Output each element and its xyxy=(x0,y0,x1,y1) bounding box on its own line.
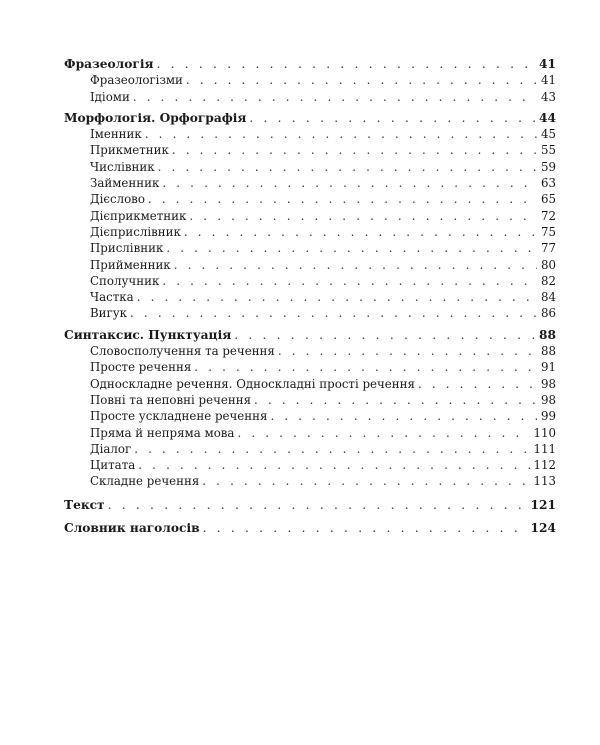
toc-entry xyxy=(64,240,556,256)
toc-entry xyxy=(64,441,556,457)
toc-leader-dots xyxy=(148,191,537,207)
toc-leader-dots xyxy=(237,425,530,441)
toc-page-number: 41 xyxy=(540,73,556,88)
toc-entry-title: Числівник xyxy=(90,159,155,174)
toc-entry-title: Дієслово xyxy=(90,192,145,207)
toc-entry-title: Фразеологія xyxy=(64,57,154,71)
toc-entry-title: Повні та неповні речення xyxy=(90,392,252,407)
toc-page-number: 45 xyxy=(540,127,556,142)
toc-page-number: 55 xyxy=(540,143,556,158)
toc-leader-dots xyxy=(174,257,537,273)
toc-page-number: 43 xyxy=(540,89,556,104)
toc-page-number: 82 xyxy=(540,273,556,288)
toc-page-number: 77 xyxy=(540,241,556,256)
toc-page-number: 44 xyxy=(539,110,556,125)
toc-entry-title: Фразеологізми xyxy=(90,73,183,88)
toc-page-number: 59 xyxy=(540,159,556,174)
toc-entry-title: Морфологія. Орфографія xyxy=(64,110,247,125)
toc-section xyxy=(64,520,556,536)
toc-section xyxy=(64,56,556,72)
toc-entry xyxy=(64,175,556,191)
toc-leader-dots xyxy=(418,376,537,392)
toc-leader-dots xyxy=(189,208,537,224)
toc-section xyxy=(64,110,556,126)
toc-page-number: 86 xyxy=(540,306,556,321)
toc-page-number: 110 xyxy=(533,425,556,440)
toc-page-number: 88 xyxy=(539,327,556,342)
toc-entry-title: Складне речення xyxy=(90,474,200,489)
toc-page-number: 91 xyxy=(540,360,556,375)
toc-entry-title: Іменник xyxy=(90,127,142,142)
toc-entry xyxy=(64,126,556,142)
toc-entry-title: Словник наголосів xyxy=(64,521,200,536)
toc-entry-title: Текст xyxy=(64,497,105,512)
toc-page-number: 113 xyxy=(533,474,556,489)
toc-leader-dots xyxy=(202,473,530,489)
toc-page-number: 88 xyxy=(540,344,556,359)
toc-entry-title: Синтаксис. Пунктуація xyxy=(64,327,232,342)
toc-leader-dots xyxy=(234,327,536,343)
toc-page-number: 72 xyxy=(540,208,556,223)
toc-entry xyxy=(64,224,556,240)
toc-page-number: 65 xyxy=(540,192,556,207)
toc-leader-dots xyxy=(162,175,537,191)
toc-entry-title: Ідіоми xyxy=(90,89,130,104)
toc-page-number: 98 xyxy=(540,376,556,391)
toc-leader-dots xyxy=(184,224,537,240)
toc-entry-title: Дієприкметник xyxy=(90,208,187,223)
toc-page-number: 121 xyxy=(530,497,556,512)
toc-leader-dots xyxy=(194,359,537,375)
toc-section xyxy=(64,497,556,513)
toc-entry-title: Просте речення xyxy=(90,360,192,375)
toc-leader-dots xyxy=(278,343,537,359)
toc-entry-title: Сполучник xyxy=(90,273,160,288)
toc-section xyxy=(64,327,556,343)
toc-entry xyxy=(64,89,556,105)
toc-entry xyxy=(64,142,556,158)
toc-leader-dots xyxy=(270,408,537,424)
toc-leader-dots xyxy=(108,497,528,513)
toc-entry-title: Частка xyxy=(90,290,134,305)
toc-entry xyxy=(64,376,556,392)
toc-leader-dots xyxy=(162,273,537,289)
toc-page-number: 99 xyxy=(540,409,556,424)
toc-entry-title: Прислівник xyxy=(90,241,164,256)
toc-entry xyxy=(64,457,556,473)
toc-leader-dots xyxy=(134,441,530,457)
table-of-contents xyxy=(64,56,556,536)
toc-entry-title: Цитата xyxy=(90,458,136,473)
toc-entry-title: Словосполучення та речення xyxy=(90,344,275,359)
toc-page-number: 63 xyxy=(540,176,556,191)
toc-entry-title: Односкладне речення. Односкладні прості речення xyxy=(90,376,415,391)
toc-entry-title: Прийменник xyxy=(90,257,171,272)
toc-leader-dots xyxy=(158,159,537,175)
toc-page-number: 98 xyxy=(540,392,556,407)
toc-leader-dots xyxy=(133,89,537,105)
toc-entry xyxy=(64,208,556,224)
toc-page-number: 84 xyxy=(540,290,556,305)
toc-entry xyxy=(64,72,556,88)
toc-entry-title: Вигук xyxy=(90,306,128,321)
toc-page-number: 41 xyxy=(539,57,556,71)
toc-leader-dots xyxy=(254,392,537,408)
toc-leader-dots xyxy=(130,305,537,321)
toc-entry xyxy=(64,289,556,305)
toc-leader-dots xyxy=(156,56,536,72)
toc-leader-dots xyxy=(138,457,530,473)
toc-entry-title: Займенник xyxy=(90,176,160,191)
toc-leader-dots xyxy=(137,289,537,305)
toc-entry xyxy=(64,473,556,489)
toc-entry xyxy=(64,191,556,207)
toc-leader-dots xyxy=(203,520,528,536)
toc-entry xyxy=(64,273,556,289)
toc-page-number: 80 xyxy=(540,257,556,272)
toc-leader-dots xyxy=(166,240,537,256)
toc-leader-dots xyxy=(249,110,536,126)
toc-leader-dots xyxy=(186,72,537,88)
toc-entry xyxy=(64,257,556,273)
toc-entry-title: Діалог xyxy=(90,441,132,456)
toc-entry-title: Пряма й непряма мова xyxy=(90,425,235,440)
toc-entry xyxy=(64,159,556,175)
toc-entry xyxy=(64,343,556,359)
toc-entry xyxy=(64,305,556,321)
toc-leader-dots xyxy=(145,126,537,142)
toc-entry xyxy=(64,359,556,375)
toc-entry xyxy=(64,408,556,424)
toc-entry xyxy=(64,392,556,408)
toc-page-number: 124 xyxy=(530,521,556,536)
toc-entry-title: Дієприслівник xyxy=(90,224,181,239)
toc-page-number: 75 xyxy=(540,224,556,239)
toc-entry-title: Просте ускладнене речення xyxy=(90,409,268,424)
toc-page-number: 111 xyxy=(533,441,556,456)
toc-page-number: 112 xyxy=(533,458,556,473)
toc-entry xyxy=(64,425,556,441)
toc-entry-title: Прикметник xyxy=(90,143,169,158)
toc-leader-dots xyxy=(172,142,537,158)
